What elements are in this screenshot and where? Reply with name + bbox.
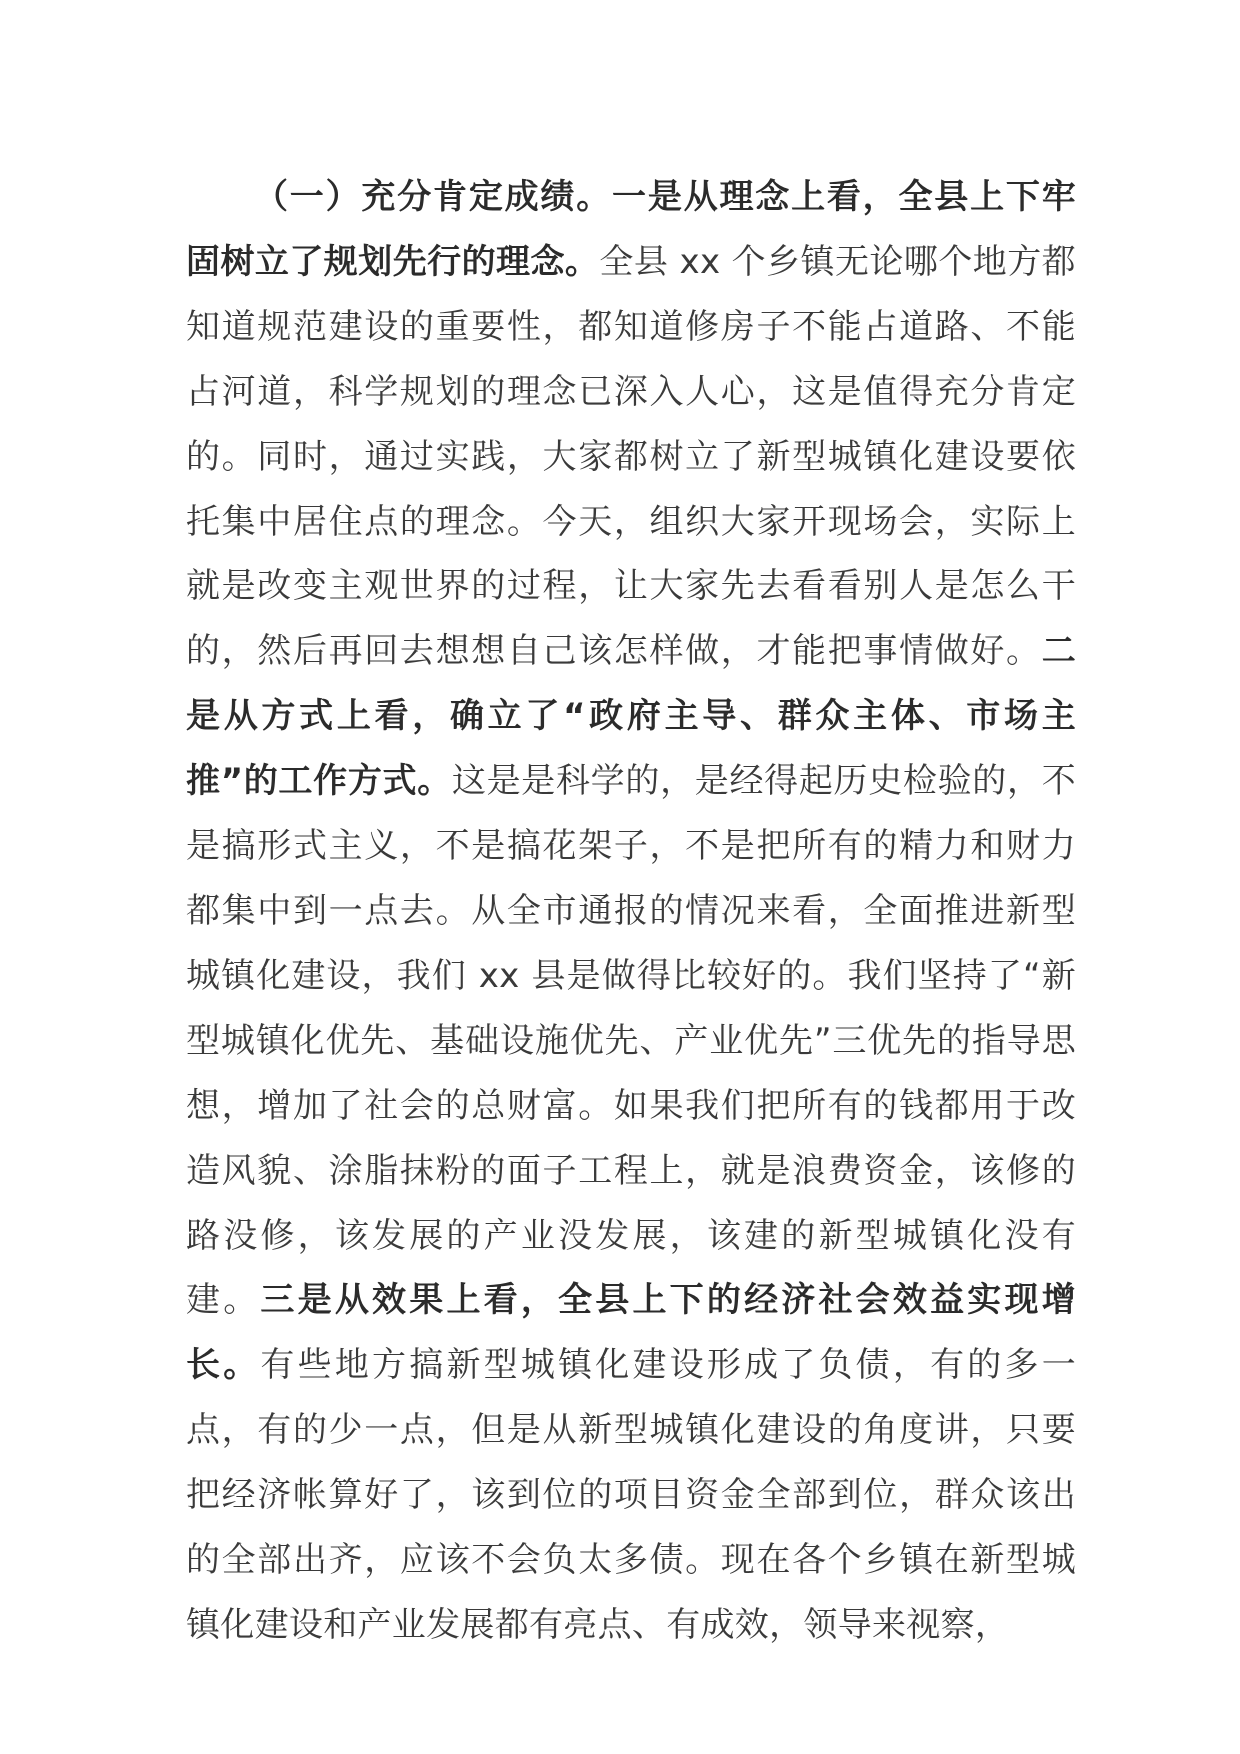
body-text-3: 有些地方搞新型城镇化建设形成了负债，有的多一点，有的少一点，但是从新型城镇化建设的角度讲，只要把经济帐算好了，该到位的项目资金全部到位，群众该出的全部出齐，应该不会负太多债。现在各个乡镇在新型城镇化建设和产业发展都有亮点、有成效，领导来视察， xyxy=(186,1345,1076,1645)
body-text-1: 全县 xx 个乡镇无论哪个地方都知道规范建设的重要性，都知道修房子不能占道路、不能占河道，科学规划的理念已深入人心，这是值得充分肯定的。同时，通过实践，大家都树立了新型城镇化建设要依托集中居住点的理念。今天，组织大家开现场会，实际上就是改变主观世界的过程，让大家先去看看别人是怎么干的，然后再回去想想自己该怎样做，才能把事情做好。 xyxy=(186,241,1076,672)
heading-point-3: 三是从效果上看，全县上下的经济社会效益实现增长。 xyxy=(186,1280,1076,1386)
heading-point-1: （一）充分肯定成绩。一是从理念上看，全县上下牢固树立了规划先行的理念。 xyxy=(186,177,1076,282)
body-paragraph xyxy=(186,165,1076,1658)
body-text-2: 这是是科学的，是经得起历史检验的，不是搞形式主义，不是搞花架子，不是把所有的精力和财力都集中到一点去。从全市通报的情况来看，全面推进新型城镇化建设，我们 xx 县是做得比较好的。我们坚持了“新型城镇化优先、基础设施优先、产业优先”三优先的指导思想，增加了社会的总财富。如果我们把所有的钱都用于改造风貌、涂脂抹粉的面子工程上，就是浪费资金，该修的路没修，该发展的产业没发展，该建的新型城镇化没有建。 xyxy=(186,761,1076,1321)
heading-point-2: 二是从方式上看，确立了“政府主导、群众主体、市场主推”的工作方式。 xyxy=(186,631,1076,802)
